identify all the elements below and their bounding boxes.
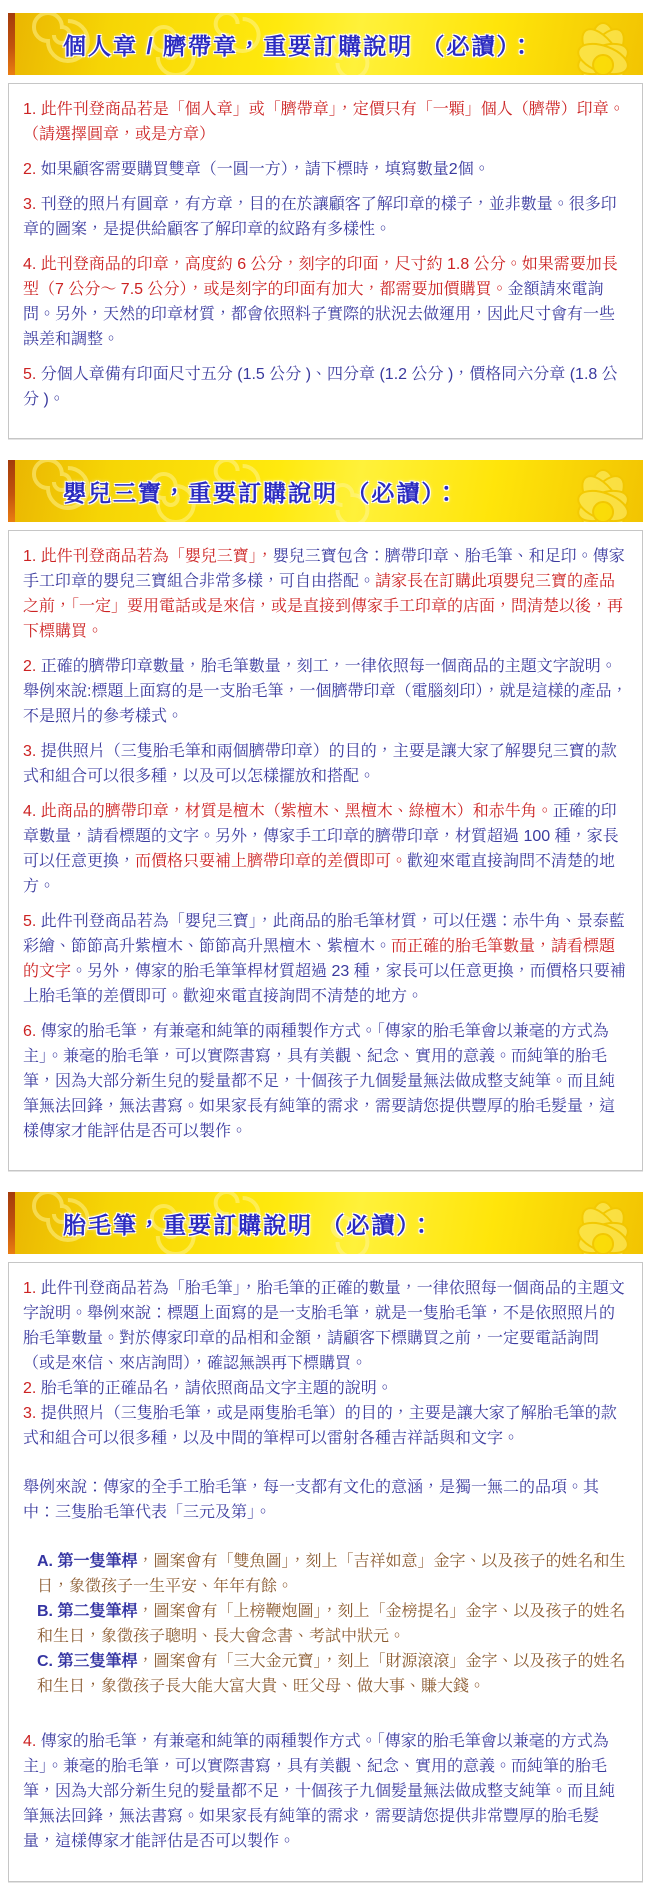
text-segment-red: 2.: [23, 1380, 41, 1398]
baby-three-treasures-item-1: [23, 545, 628, 645]
text-segment-red: 而價格只要補上臍帶印章的差價即可。: [135, 852, 408, 870]
section-fetal-hair-brush: [8, 1192, 643, 1881]
fetal-hair-brush-content-box: [8, 1262, 643, 1881]
fetal-hair-brush-banner: [8, 1192, 643, 1254]
text-segment-blue: 歡迎來電直接詢問不清楚的地方。: [23, 852, 616, 895]
text-segment-red: 1. 此件刊登商品若為「嬰兒三寶」，: [23, 548, 273, 566]
text-segment-bluebold: B. 第二隻筆桿: [37, 1602, 138, 1620]
text-segment-red: 5.: [23, 365, 41, 383]
text-segment-red: 2.: [23, 160, 41, 178]
personal-seal-item-2: [23, 158, 628, 183]
text-segment-red: 1. 此件刊登商品若是「個人章」或「臍帶章」，定價只有「一顆」個人（臍帶）印章。（請選擇圓章，或是方章）: [23, 101, 625, 143]
fetal-hair-brush-brush-a: [23, 1550, 628, 1600]
personal-seal-item-4: [23, 253, 628, 353]
section-baby-three-treasures: [8, 460, 643, 1171]
text-segment-red: 4. 此商品的臍帶印章，材質是檀木（紫檀木、黑檀木、綠檀木）和赤牛角。: [23, 803, 553, 821]
fetal-hair-brush-brush-c: [23, 1650, 628, 1700]
text-segment-blue: 提供照片（三隻胎毛筆，或是兩隻胎毛筆）的目的，主要是讓大家了解胎毛筆的款式和組合可以很多種，以及中間的筆桿可以雷射各種吉祥話與和文字。: [23, 1405, 617, 1448]
text-segment-blue: 傳家的胎毛筆，有兼毫和純筆的兩種製作方式。「傳家的胎毛筆會以兼毫的方式為主」。兼毫的胎毛筆，可以實際書寫，具有美觀、紀念、實用的意義。而純筆的胎毛筆，因為大部分新生兒的髮量都不足，十個孩子九個髮量無法做成整支純筆。而且純筆無法回鋒，無法書寫。如果家長有純筆的需求，需要請您提供豐厚的胎毛髮量，這樣傳家才能評估是否可以製作。: [23, 1022, 616, 1140]
text-segment-blue: 胎毛筆的正確品名，請依照商品文字主題的說明。: [40, 1380, 393, 1398]
text-segment-red: 6.: [23, 1022, 41, 1040]
sections: [8, 13, 643, 1882]
text-segment-red: 3.: [23, 743, 41, 761]
text-segment-bluebold: C. 第三隻筆桿: [37, 1652, 138, 1670]
text-segment-blue: 舉例來說：傳家的全手工胎毛筆，每一支都有文化的意涵，是獨一無二的品項。其中：三隻胎毛筆代表「三元及第」。: [23, 1479, 600, 1522]
personal-seal-banner: [8, 13, 643, 75]
text-segment-blue: 嬰兒三寶包含：臍帶印章、胎毛筆、和足印。傳家手工印章的嬰兒三寶組合非常多樣，可自由搭配。: [23, 548, 625, 591]
baby-three-treasures-content-box: [8, 530, 643, 1171]
baby-three-treasures-item-3: [23, 740, 628, 790]
text-segment-blue: 。另外，傳家的胎毛筆筆桿材質超過 23 種，家長可以任意更換，而價格只要補上胎毛筆的差價即可。歡迎來電直接詢問不清楚的地方。: [23, 962, 626, 1005]
fetal-hair-brush-item-3: [23, 1402, 628, 1452]
baby-three-treasures-title: 嬰兒三寶，重要訂購說明 （必讀）：: [63, 480, 460, 507]
personal-seal-content-box: [8, 83, 643, 439]
text-segment-blue: 如果顧客需要購買雙章（一圓一方），請下標時，填寫數量2個。: [40, 160, 490, 178]
text-segment-blue: 此件刊登商品若為「嬰兒三寶」，此商品的胎毛筆材質，可以任選：赤牛角、景泰藍彩繪、節節高升紫檀木、節節高升黑檀木、紫檀木。: [23, 912, 625, 955]
text-segment-brown: ，圖案會有「雙魚圖」，刻上「吉祥如意」金字、以及孩子的姓名和生日，象徵孩子一生平安、年年有餘。: [37, 1553, 626, 1595]
personal-seal-item-1: [23, 98, 628, 148]
text-segment-red: 2.: [23, 658, 41, 676]
fetal-hair-brush-item-4: [23, 1730, 628, 1855]
text-segment-blue: 傳家的胎毛筆，有兼毫和純筆的兩種製作方式。「傳家的胎毛筆會以兼毫的方式為主」。兼毫的胎毛筆，可以實際書寫，具有美觀、紀念、實用的意義。而純筆的胎毛筆，因為大部分新生兒的髮量都不足，十個孩子九個髮量無法做成整支純筆。而且純筆無法回鋒，無法書寫。如果家長有純筆的需求，需要請您提供非常豐厚的胎毛髮量，這樣傳家才能評估是否可以製作。: [23, 1732, 616, 1850]
personal-seal-item-3: [23, 193, 628, 243]
text-segment-brown: ，圖案會有「三大金元寶」，刻上「財源滾滾」金字、以及孩子的姓名和生日，象徵孩子長大能大富大貴、旺父母、做大事、賺大錢。: [37, 1652, 626, 1695]
text-segment-blue: 分個人章備有印面尺寸五分 (1.5 公分 )、四分章 (1.2 公分 )，價格同六分章 (1.8 公分 )。: [23, 365, 618, 408]
fetal-hair-brush-title: 胎毛筆，重要訂購說明 （必讀）：: [63, 1212, 435, 1239]
fetal-hair-brush-item-2: [23, 1377, 628, 1402]
text-segment-red: 4.: [23, 1732, 41, 1750]
text-segment-blue: 正確的印章數量，請看標題的文字。另外，傳家手工印章的臍帶印章，材質超過 100 種，家長可以任意更換，: [23, 803, 619, 870]
personal-seal-item-5: [23, 363, 628, 413]
text-segment-red: 而正確的胎毛筆數量，請看標題的文字: [23, 937, 616, 980]
text-segment-blue: 刊登的照片有圓章，有方章，目的在於讓顧客了解印章的樣子，並非數量。很多印章的圖案，是提供給顧客了解印章的紋路有多樣性。: [23, 195, 617, 238]
baby-three-treasures-item-4: [23, 800, 628, 900]
fetal-hair-brush-example-intro: [23, 1476, 628, 1526]
baby-three-treasures-item-6: [23, 1020, 628, 1145]
text-segment-red: 4. 此刊登商品的印章，高度約 6 公分，刻字的印面，尺寸約 1.8 公分。如果需要加長型（7 公分～ 7.5 公分），或是刻字的印面有加大，都需要加價購買。: [23, 255, 618, 298]
text-segment-red: 3.: [23, 1405, 41, 1423]
text-segment-blue: 金額請來電詢問。另外，天然的印章材質，都會依照料子實際的狀況去做運用，因此尺寸會有一些誤差和調整。: [23, 280, 616, 348]
fetal-hair-brush-brush-b: [23, 1600, 628, 1650]
text-segment-red: 5.: [23, 912, 41, 930]
text-segment-blue: 提供照片（三隻胎毛筆和兩個臍帶印章）的目的，主要是讓大家了解嬰兒三寶的款式和組合可以很多種，以及可以怎樣擺放和搭配。: [23, 743, 617, 786]
fetal-hair-brush-item-1: [23, 1277, 628, 1377]
baby-three-treasures-item-2: [23, 655, 628, 730]
baby-three-treasures-item-5: [23, 910, 628, 1010]
text-segment-brown: ，圖案會有「上榜鞭炮圖」，刻上「金榜提名」金字、以及孩子的姓名和生日，象徵孩子聰明、長大會念書、考試中狀元。: [37, 1602, 626, 1645]
text-segment-red: 請家長在訂購此項嬰兒三寶的產品之前，「一定」要用電話或是來信，或是直接到傳家手工印章的店面，問清楚以後，再下標購買。: [23, 573, 624, 641]
text-segment-blue: 正確的臍帶印章數量，胎毛筆數量，刻工，一律依照每一個商品的主題文字說明。舉例來說:標題上面寫的是一支胎毛筆，一個臍帶印章（電腦刻印），就是這樣的產品，不是照片的參考樣式。: [23, 658, 628, 726]
section-personal-seal: [8, 13, 643, 439]
text-segment-red: 3.: [23, 195, 41, 213]
text-segment-blue: 此件刊登商品若為「胎毛筆」，胎毛筆的正確的數量，一律依照每一個商品的主題文字說明。舉例來說：標題上面寫的是一支胎毛筆，就是一隻胎毛筆，不是依照照片的胎毛筆數量。對於傳家印章的品相和金額，請顧客下標購買之前，一定要電話詢問（或是來信、來店詢問），確認無誤再下標購買。: [23, 1280, 625, 1373]
text-segment-bluebold: A. 第一隻筆桿: [37, 1553, 138, 1571]
text-segment-red: 1.: [23, 1280, 41, 1298]
personal-seal-title: 個人章 / 臍帶章，重要訂購說明 （必讀）：: [63, 33, 536, 59]
baby-three-treasures-banner: [8, 460, 643, 522]
